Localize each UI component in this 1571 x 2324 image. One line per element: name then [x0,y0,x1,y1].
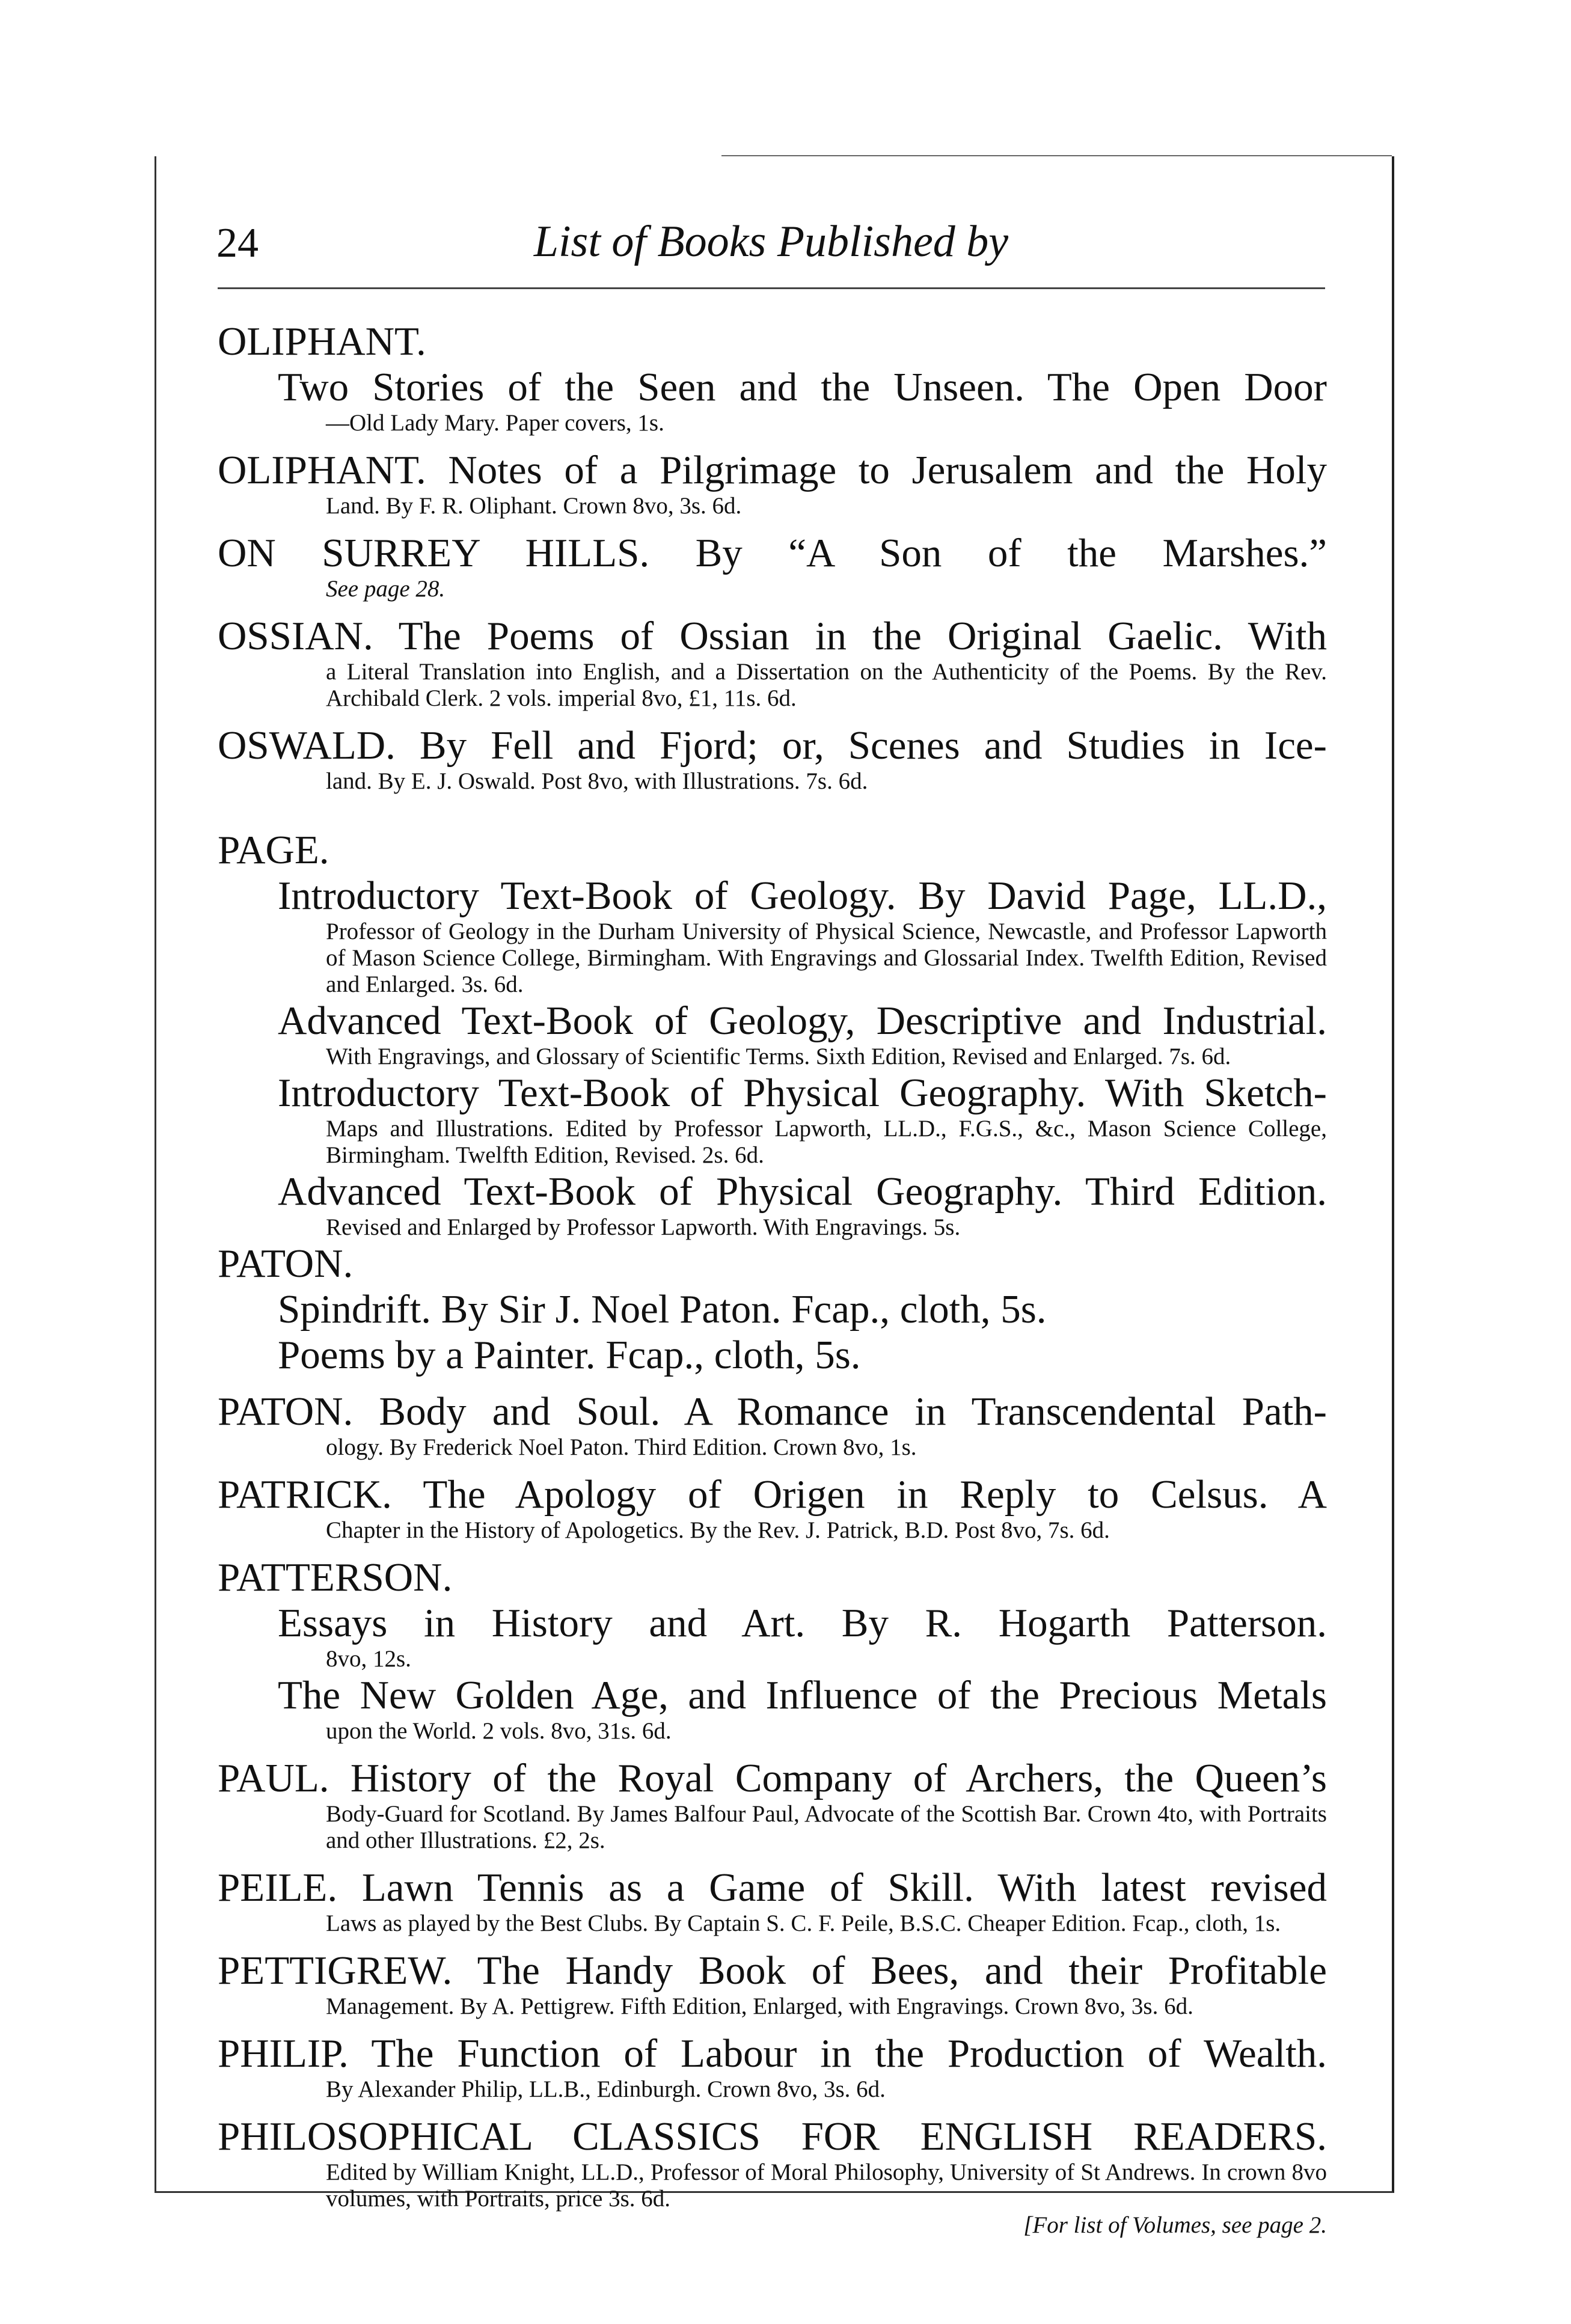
entry-head: PHILIP. The Function of Labour in the Production of Wealth. [218,2031,1327,2076]
book-details: 8vo, 12s. [326,1646,411,1672]
entry-pettigrew [218,1948,1327,2020]
entry-details: Chapter in the History of Apologetics. By the Rev. J. Patrick, B.D. Post 8vo, 7s. 6d. [326,1517,1110,1543]
entry-details: Land. By F. R. Oliphant. Crown 8vo, 3s. 6d. [326,493,742,519]
entry-head: OSWALD. By Fell and Fjord; or, Scenes and Studies in Ice- [218,723,1327,768]
entry-details: ology. By Frederick Noel Paton. Third Edition. Crown 8vo, 1s. [326,1434,917,1460]
entry-details: a Literal Translation into English, and a Dissertation on the Authenticity of the Poems. By the Rev. Archibald Clerk. 2 vols. imperial 8vo, £1, 11s. 6d. [326,659,1327,711]
entry-details: By Alexander Philip, LL.B., Edinburgh. Crown 8vo, 3s. 6d. [326,2076,886,2102]
entry-details: See page 28. [326,576,446,602]
entry-head: OLIPHANT. Notes of a Pilgrimage to Jerusalem and the Holy [218,448,1327,492]
entry-paul [218,1755,1327,1854]
book-title: The New Golden Age, and Influence of the Precious Metals [278,1673,1327,1717]
entry-details: Laws as played by the Best Clubs. By Captain S. C. F. Peile, B.S.C. Cheaper Edition. Fcap., cloth, 1s. [326,1910,1281,1936]
entry-details: Management. By A. Pettigrew. Fifth Edition, Enlarged, with Engravings. Crown 8vo, 3s. 6d. [326,1993,1193,2019]
entry-on-surrey-hills [218,530,1327,602]
entry-paton-1 [218,1241,1327,1378]
entry-details: —Old Lady Mary. Paper covers, 1s. [326,410,664,436]
book-list [218,319,1327,2239]
book-title: Introductory Text-Book of Physical Geography. With Sketch- [278,1071,1327,1115]
book-title: Advanced Text-Book of Geology, Descriptive and Industrial. [278,998,1327,1043]
entry-details: Body-Guard for Scotland. By James Balfour Paul, Advocate of the Scottish Bar. Crown 4to, with Portraits and other Illustrations. £2, 2s. [326,1801,1327,1853]
entry-head: OLIPHANT. [218,319,426,364]
entry-oliphant-1 [218,319,1327,436]
entry-head: OSSIAN. The Poems of Ossian in the Original Gaelic. With [218,614,1327,658]
entry-patterson [218,1555,1327,1745]
header-rule [218,287,1325,289]
entry-oswald [218,723,1327,795]
book-details: upon the World. 2 vols. 8vo, 31s. 6d. [326,1718,672,1744]
entry-head: PATTERSON. [218,1555,453,1600]
entry-ossian [218,613,1327,712]
entry-page [218,827,1327,1241]
entry-head: ON SURREY HILLS. By “A Son of the Marshes.” [218,531,1327,575]
book-details: Revised and Enlarged by Professor Lapworth. With Engravings. 5s. [326,1214,961,1240]
book-title: Advanced Text-Book of Physical Geography. Third Edition. [278,1169,1327,1214]
book-title: Poems by a Painter. Fcap., cloth, 5s. [278,1333,861,1377]
book-title: Essays in History and Art. By R. Hogarth Patterson. [278,1601,1327,1645]
entry-philosophical-classics [218,2114,1327,2239]
entry-peile [218,1865,1327,1937]
book-details: Professor of Geology in the Durham University of Physical Science, Newcastle, and Professor Lapworth of Mason Science College, Birmingham. With Engravings and Glossarial Index. Twelfth Edition, Revised and Enlarged. 3s. 6d. [326,919,1327,997]
entry-details: Edited by William Knight, LL.D., Professor of Moral Philosophy, University of St Andrews. In crown 8vo volumes, with Portraits, price 3s. 6d. [326,2159,1327,2212]
entry-details: land. By E. J. Oswald. Post 8vo, with Illustrations. 7s. 6d. [326,768,868,794]
entry-head: PAGE. [218,828,329,872]
book-details: Maps and Illustrations. Edited by Professor Lapworth, LL.D., F.G.S., &c., Mason Science College, Birmingham. Twelfth Edition, Revised. 2s. 6d. [326,1116,1327,1168]
book-details: With Engravings, and Glossary of Scientific Terms. Sixth Edition, Revised and Enlarged. 7s. 6d. [326,1044,1231,1069]
entry-head: PAUL. History of the Royal Company of Archers, the Queen’s [218,1756,1327,1800]
entry-head: PATRICK. The Apology of Origen in Reply to Celsus. A [218,1472,1327,1517]
cross-reference-note: [For list of Volumes, see page 2. [1023,2212,1327,2238]
entry-head: PEILE. Lawn Tennis as a Game of Skill. With latest revised [218,1865,1327,1910]
entry-patrick [218,1472,1327,1544]
page-border-top [721,155,1392,156]
entry-oliphant-2 [218,447,1327,519]
book-title: Spindrift. By Sir J. Noel Paton. Fcap., cloth, 5s. [278,1287,1047,1332]
page-number: 24 [216,220,259,266]
entry-head: PATON. Body and Soul. A Romance in Transcendental Path- [218,1389,1327,1434]
book-title: Introductory Text-Book of Geology. By David Page, LL.D., [278,873,1327,918]
entry-title: Two Stories of the Seen and the Unseen. The Open Door [278,365,1327,409]
running-head: List of Books Published by [533,217,1009,266]
entry-head: PATON. [218,1241,354,1286]
entry-paton-2 [218,1389,1327,1461]
page-header [216,213,1326,280]
entry-head: PETTIGREW. The Handy Book of Bees, and their Profitable [218,1948,1327,1993]
entry-philip [218,2031,1327,2103]
entry-head: PHILOSOPHICAL CLASSICS FOR ENGLISH READERS. [218,2114,1327,2159]
